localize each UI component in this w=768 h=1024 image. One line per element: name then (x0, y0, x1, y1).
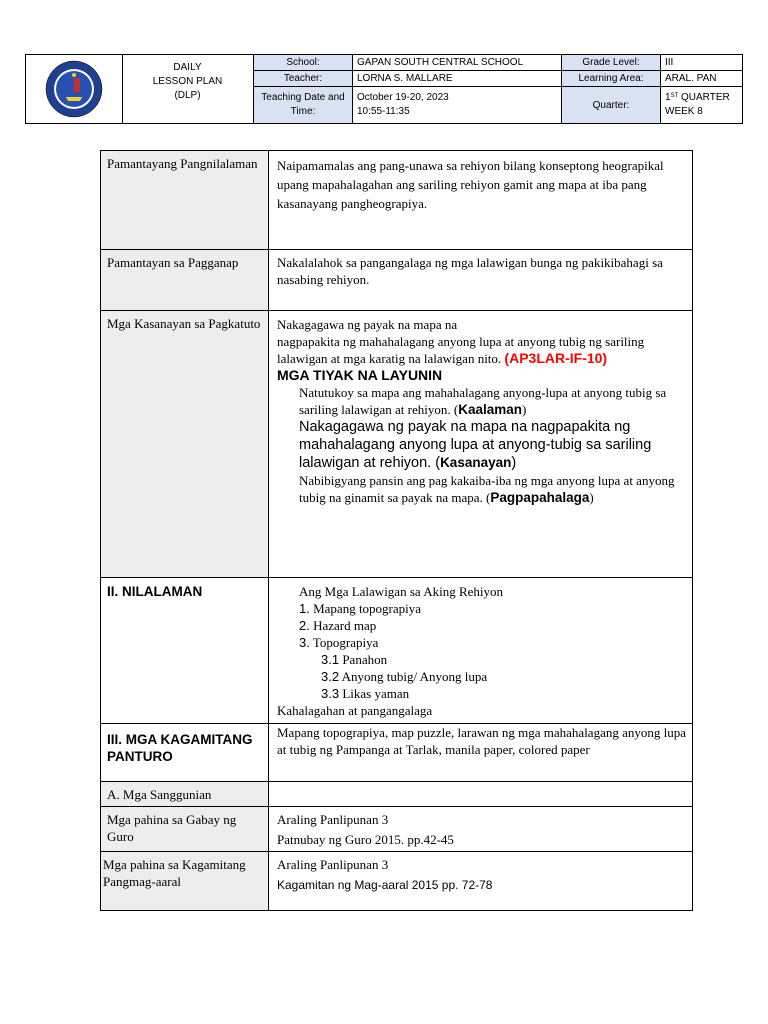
dlp-title: DAILY LESSON PLAN (DLP) (122, 55, 254, 123)
teacher-value: LORNA S. MALLARE (353, 71, 562, 87)
competency-code: (AP3LAR-IF-10) (504, 350, 608, 366)
sub-list-item: 3.1 Panahon (321, 652, 388, 667)
row-content (269, 782, 692, 806)
row-label: II. NILALAMAN (107, 584, 203, 599)
row-content: Mapang topograpiya, map puzzle, larawan ng mga mahahalagang anyong lupa at tubig ng Pampanga at Tarlak, manila paper, colored paper (277, 725, 686, 757)
list-item: 1. Mapang topograpiya (299, 601, 422, 616)
deped-seal-icon (44, 59, 104, 119)
date-label: Teaching Date and Time: (254, 87, 353, 123)
header-table (25, 54, 743, 124)
date-value: October 19-20, 2023 10:55-11:35 (353, 87, 562, 123)
list-item: 3. Topograpiya (299, 635, 379, 650)
row-sanggunian (101, 782, 692, 807)
objective-2: Nakagagawa ng payak na mapa na nagpapakita ng mahahalagang anyong lupa at anyong-tubig sa sariling lalawigan at rehiyon. (Kasanayan) (299, 419, 652, 471)
sub-list-item: 3.3 Likas yaman (321, 686, 410, 701)
teacher-label: Teacher: (254, 71, 353, 87)
quarter-value: 1ST QUARTER WEEK 8 (665, 92, 730, 117)
school-value: GAPAN SOUTH CENTRAL SCHOOL (353, 55, 562, 71)
row-content: Nakagagawa ng payak na mapa na nagpapakita ng mahahalagang anyong lupa at anyong tubig ng sariling lalawigan at mga karatig na lalawigan nito. (AP3LAR-IF-10) MGA TIYAK NA LAYUNIN Natutukoy sa mapa ang mahahalagang anyong-lupa at anyong tubig sa sariling lalawigan at rehiyon. (Kaalaman) Nakagagawa ng payak na mapa na nagpapakita ng mahahalagang anyong lupa at anyong-tubig sa sariling lalawigan at rehiyon. (Kasanayan) Nabibigyang pansin ang pag kakaiba-iba ng mga anyong lupa at anyong tubig na ginamit sa payak na mapa. (Pagpapahalaga) (269, 311, 692, 577)
row-label: Mga pahina sa Gabay ng Guro (101, 807, 269, 851)
row-content: Araling Panlipunan 3 Patnubay ng Guro 2015. pp.42-45 (277, 812, 454, 847)
row-kasanayan (101, 311, 692, 578)
row-content: Nakalalahok sa pangangalaga ng mga lalawigan bunga ng pakikibahagi sa nasabing rehiyon. (277, 255, 663, 287)
area-value: ARAL. PAN (661, 71, 742, 87)
quarter-label: Quarter: (562, 87, 661, 123)
row-pamantayan-pagganap (101, 250, 692, 311)
row-gabay-guro (101, 807, 692, 852)
grade-label: Grade Level: (562, 55, 661, 71)
row-content (269, 578, 692, 723)
objective-1: Natutukoy sa mapa ang mahahalagang anyong-lupa at anyong tubig sa sariling lalawigan at rehiyon. (Kaalaman) (299, 385, 667, 417)
sub-list-item: 3.2 Anyong tubig/ Anyong lupa (321, 669, 488, 684)
grade-value: III (661, 55, 742, 71)
list-item: 2. Hazard map (299, 618, 377, 633)
area-label: Learning Area: (562, 71, 661, 87)
row-label: Pamantayan sa Pagganap (101, 250, 269, 310)
row-content: Naipamamalas ang pang-unawa sa rehiyon bilang konseptong heograpikal upang mapahalagahan ang sariling rehiyon gamit ang mapa at iba pang kasanayang pangheograpiya. (277, 158, 664, 211)
logo-cell (26, 55, 123, 123)
row-label: Pamantayang Pangnilalaman (101, 151, 269, 249)
content-footer: Kahalagahan at pangangalaga (277, 703, 433, 718)
row-kagamitang-pangmag-aaral (101, 852, 692, 910)
lesson-table (100, 150, 693, 911)
row-label: A. Mga Sanggunian (101, 782, 269, 806)
row-kagamitang-panturo (101, 724, 692, 782)
row-nilalaman (101, 578, 692, 724)
objectives-heading: MGA TIYAK NA LAYUNIN (277, 367, 443, 383)
school-label: School: (254, 55, 353, 71)
objective-3: Nabibigyang pansin ang pag kakaiba-iba ng mga anyong lupa at anyong tubig na ginamit sa payak na mapa. (Pagpapahalaga) (299, 473, 675, 505)
row-content: Araling Panlipunan 3 Kagamitan ng Mag-aaral 2015 pp. 72-78 (277, 857, 493, 892)
row-label: III. MGA KAGAMITANG PANTURO (107, 732, 253, 764)
content-title: Ang Mga Lalawigan sa Aking Rehiyon (299, 584, 503, 599)
row-label: Mga pahina sa Kagamitang Pangmag-aaral (101, 852, 269, 910)
row-label: Mga Kasanayan sa Pagkatuto (101, 311, 269, 577)
row-pamantayang-pangnilalaman (101, 151, 692, 250)
